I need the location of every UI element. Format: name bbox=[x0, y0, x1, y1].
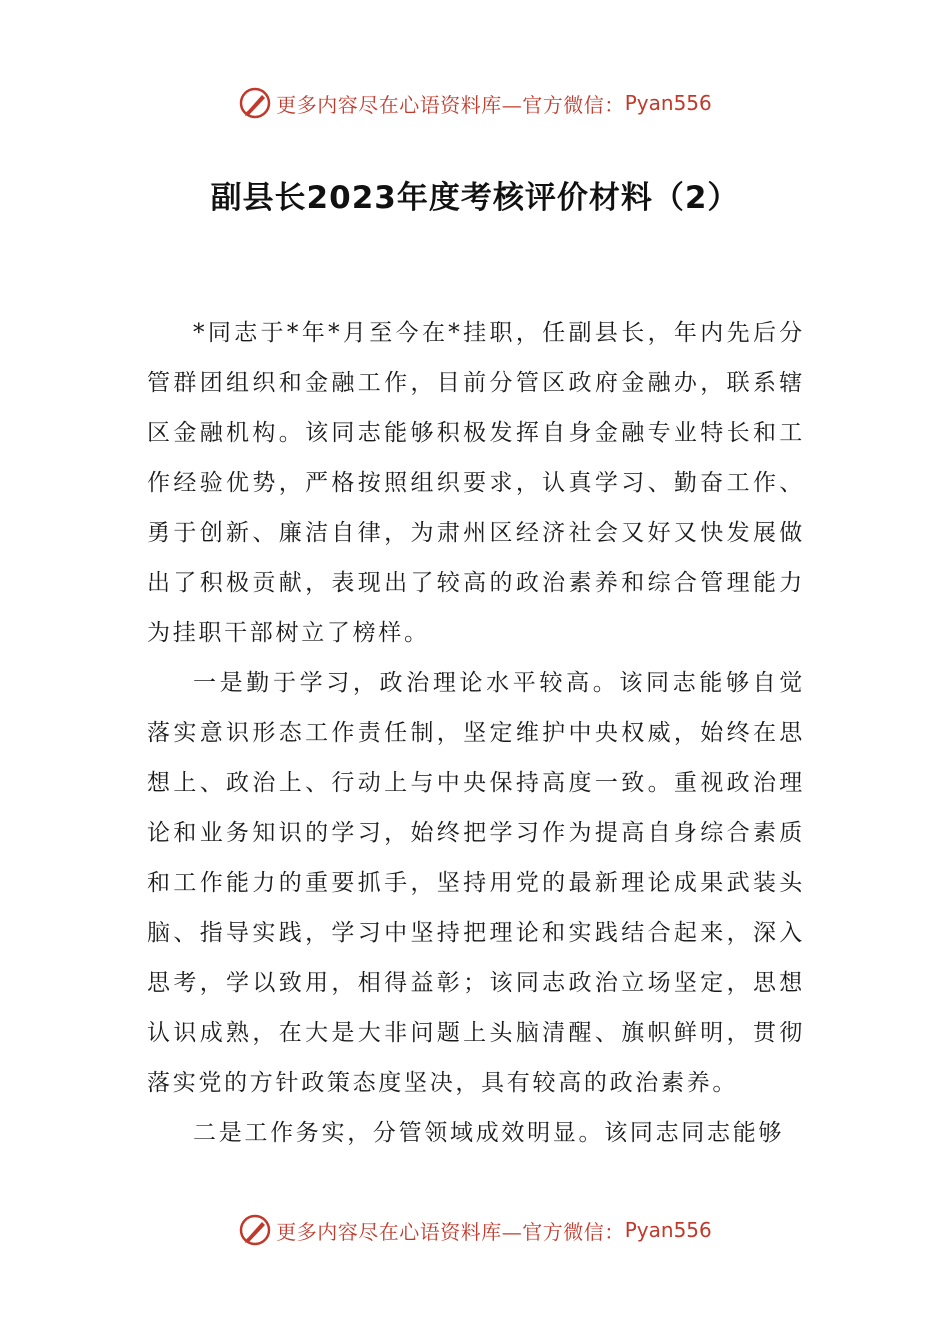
header-banner bbox=[0, 83, 950, 123]
footer-banner-text: 更多内容尽在心语资料库—官方微信： bbox=[276, 1219, 625, 1244]
footer-banner-wechat-id: Pyan556 bbox=[624, 1218, 712, 1242]
footer-banner bbox=[0, 1210, 950, 1250]
paragraph-point-two: 二是工作务实，分管领域成效明显。该同志同志能够 bbox=[193, 1120, 785, 1146]
pen-logo-icon bbox=[238, 86, 272, 120]
document-title: 副县长2023年度考核评价材料（2） bbox=[210, 180, 740, 216]
document-body bbox=[147, 308, 805, 1158]
header-banner-text: 更多内容尽在心语资料库—官方微信： bbox=[276, 92, 625, 117]
paragraph-point-one: 一是勤于学习，政治理论水平较高。该同志能够自觉落实意识形态工作责任制，坚定维护中央权威，始终在思想上、政治上、行动上与中央保持高度一致。重视政治理论和业务知识的学习，始终把学习作为提高自身综合素质和工作能力的重要抓手，坚持用党的最新理论成果武装头脑、指导实践，学习中坚持把理论和实践结合起来，深入思考，学以致用，相得益彰；该同志政治立场坚定，思想认识成熟，在大是大非问题上头脑清醒、旗帜鲜明，贯彻落实党的方针政策态度坚决，具有较高的政治素养。 bbox=[147, 670, 805, 1096]
paragraph-intro: *同志于*年*月至今在*挂职，任副县长，年内先后分管群团组织和金融工作，目前分管区政府金融办，联系辖区金融机构。该同志能够积极发挥自身金融专业特长和工作经验优势，严格按照组织要求，认真学习、勤奋工作、勇于创新、廉洁自律，为肃州区经济社会又好又快发展做出了积极贡献，表现出了较高的政治素养和综合管理能力为挂职干部树立了榜样。 bbox=[147, 320, 805, 646]
pen-logo-icon bbox=[238, 1213, 272, 1247]
header-banner-wechat-id: Pyan556 bbox=[624, 91, 712, 115]
